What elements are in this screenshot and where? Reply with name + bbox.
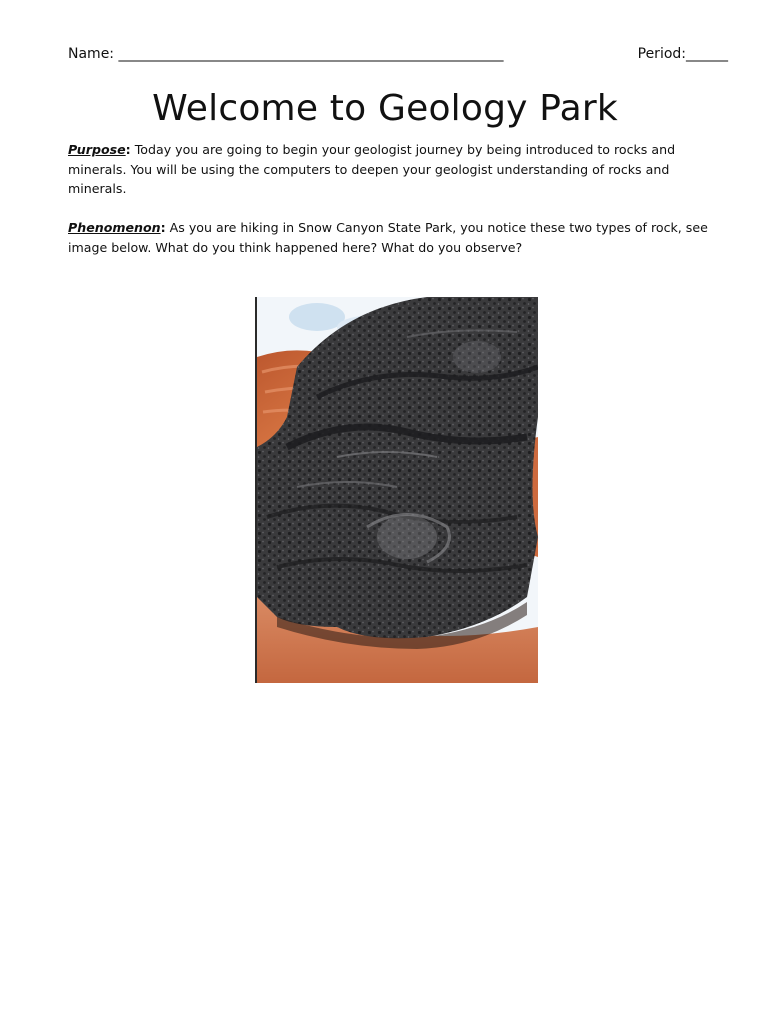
rock-photo-illustration	[257, 297, 538, 683]
name-field-label[interactable]: Name: _______________________________________________________	[68, 46, 504, 62]
purpose-colon: :	[125, 142, 131, 157]
page-title: Welcome to Geology Park	[152, 88, 618, 129]
phenomenon-paragraph	[68, 218, 718, 257]
purpose-paragraph	[68, 140, 718, 199]
purpose-label: Purpose	[68, 142, 126, 157]
phenomenon-text: As you are hiking in Snow Canyon State Park, you notice these two types of rock, see image below. What do you think happened here? What do you observe?	[68, 220, 708, 255]
header-line	[68, 46, 728, 62]
rock-photo	[255, 297, 538, 683]
period-field-label[interactable]: Period:______	[637, 46, 728, 62]
phenomenon-label: Phenomenon	[68, 220, 161, 235]
phenomenon-colon: :	[160, 220, 166, 235]
purpose-text: Today you are going to begin your geologist journey by being introduced to rocks and minerals. You will be using the computers to deepen your geologist understanding of rocks and minerals.	[68, 142, 676, 196]
cloud	[289, 303, 345, 331]
